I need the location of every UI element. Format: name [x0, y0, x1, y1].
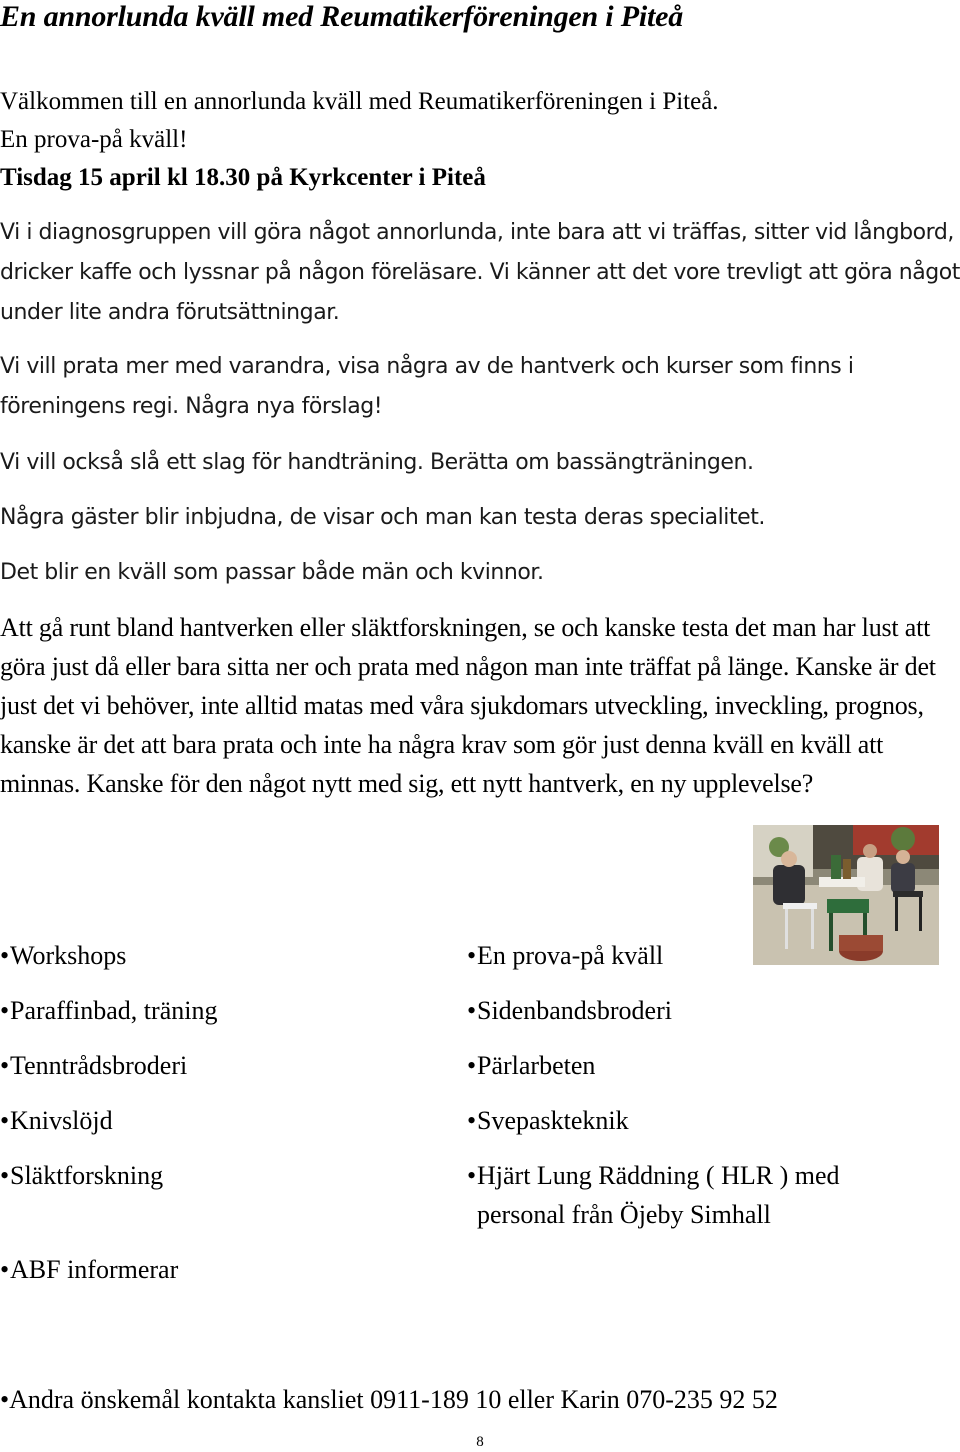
paragraph-gaster: Några gäster blir inbjudna, de visar och man kan testa deras specialitet. [0, 505, 765, 530]
paragraph-diagnosgruppen: Vi i diagnosgruppen vill göra något annorlunda, inte bara att vi träffas, sitter vid långbord, dricker kaffe och lyssnar på någon föreläsare. Vi känner att det vore trevligt att göra något under lite andra förutsättningar. [0, 220, 960, 325]
document-title: En annorlunda kväll med Reumatikerföreningen i Piteå [0, 0, 684, 33]
list-item-label: personal från Öjeby Simhall [477, 1200, 771, 1229]
paragraph-handtraning: Vi vill också slå ett slag för handträning. Berätta om bassängträningen. [0, 450, 754, 475]
bullet: • [467, 1161, 477, 1190]
bullet: • [467, 996, 477, 1025]
list-item [0, 1050, 187, 1082]
bullet: • [467, 941, 477, 970]
list-item-label: Svepaskteknik [477, 1106, 629, 1135]
bullet: • [0, 1385, 10, 1414]
list-item [0, 1105, 113, 1137]
paragraph-man-och-kvinnor: Det blir en kväll som passar både män och kvinnor. [0, 560, 544, 585]
list-item-label: Sidenbandsbroderi [477, 996, 672, 1025]
intro-tagline: En prova-på kväll! [0, 126, 188, 153]
intro-welcome-line: Välkommen till en annorlunda kväll med Reumatikerföreningen i Piteå. [0, 88, 719, 115]
list-item [467, 1050, 595, 1082]
event-date-line: Tisdag 15 april kl 18.30 på Kyrkcenter i Piteå [0, 164, 486, 191]
contact-line [0, 1384, 778, 1416]
list-item [0, 1160, 163, 1192]
list-item-continuation [477, 1199, 771, 1231]
list-item [0, 995, 217, 1027]
bullet: • [467, 1106, 477, 1135]
list-item [467, 1105, 629, 1137]
list-item [467, 1160, 840, 1192]
list-item [0, 940, 126, 972]
bullet: • [0, 941, 10, 970]
list-item-label: En prova-på kväll [477, 941, 664, 970]
contact-text: Andra önskemål kontakta kansliet 0911-189 10 eller Karin 070-235 92 52 [9, 1385, 778, 1414]
bullet: • [0, 1106, 10, 1135]
bullet: • [0, 1051, 10, 1080]
paragraph-prata-mer: Vi vill prata mer med varandra, visa några av de hantverk och kurser som finns i föreningens regi. Några nya förslag! [0, 354, 854, 419]
list-item [467, 995, 672, 1027]
paragraph-hantverken: Att gå runt bland hantverken eller släktforskningen, se och kanske testa det man har lust att göra just då eller bara sitta ner och prata med någon man inte träffat på länge. Kanske är det just det vi behöver, inte alltid matas med våra sjukdomars utveckling, inveckling, prognos, kanske är det att bara prata och inte ha några krav som gör just denna kväll en kväll att minnas. Kanske för den något nytt med sig, ett nytt hantverk, en ny upplevelse? [0, 613, 936, 798]
list-item [0, 1254, 178, 1286]
intro-block [0, 83, 719, 197]
list-item-label: Tenntrådsbroderi [10, 1051, 188, 1080]
list-item-label: Workshops [10, 941, 127, 970]
page-number: 8 [476, 1434, 484, 1450]
list-item-label: Knivslöjd [10, 1106, 113, 1135]
bullet: • [0, 1255, 10, 1284]
list-item-label: ABF informerar [10, 1255, 179, 1284]
list-item-label: Hjärt Lung Räddning ( HLR ) med [477, 1161, 840, 1190]
bullet: • [0, 1161, 10, 1190]
bullet: • [467, 1051, 477, 1080]
activity-list-left [0, 940, 420, 1300]
list-item [467, 940, 663, 972]
list-item-label: Släktforskning [10, 1161, 164, 1190]
list-item-label: Paraffinbad, träning [10, 996, 218, 1025]
list-item-label: Pärlarbeten [477, 1051, 596, 1080]
bullet: • [0, 996, 10, 1025]
activity-list-right [467, 940, 947, 1240]
